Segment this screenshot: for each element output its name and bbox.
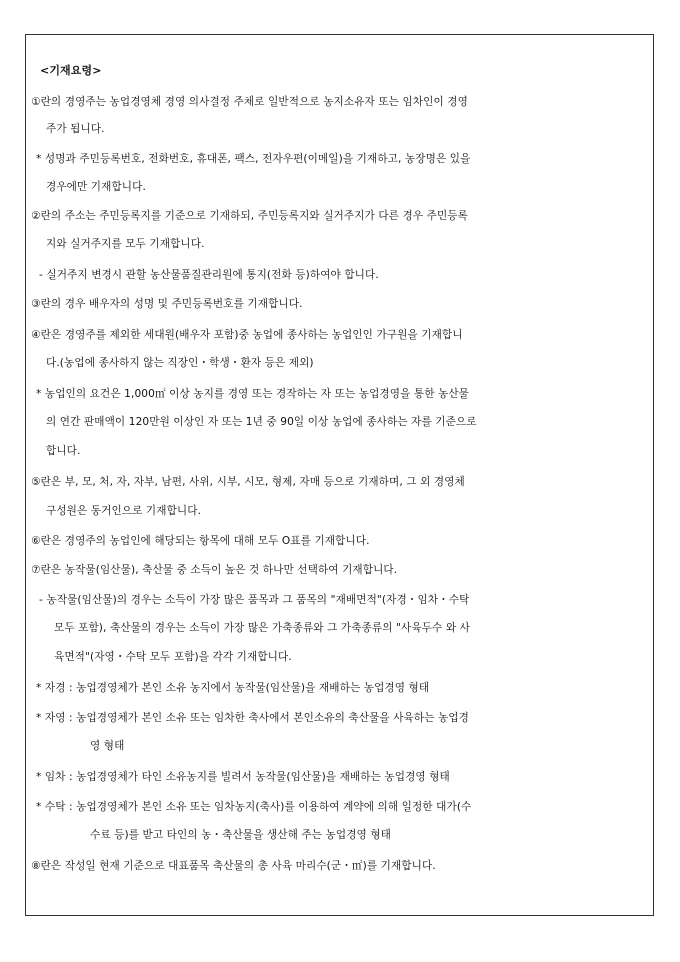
instruction-line: 영 형태: [90, 740, 125, 752]
instruction-line: ①란의 경영주는 농업경영체 경영 의사결정 주체로 일반적으로 농지소유자 또는 임차인이 경영: [31, 96, 468, 108]
instruction-line: 주가 됩니다.: [46, 123, 105, 135]
instruction-line: 다.(농업에 종사하지 않는 직장인・학생・환자 등은 제외): [46, 357, 314, 369]
instruction-line: * 농업인의 요건은 1,000㎡ 이상 농지를 경영 또는 경작하는 자 또는 농업경영을 통한 농산물: [36, 388, 469, 400]
instruction-line: 구성원은 동거인으로 기재합니다.: [46, 505, 202, 517]
instruction-line: * 성명과 주민등록번호, 전화번호, 휴대폰, 팩스, 전자우편(이메일)을 기재하고, 농장명은 있을: [36, 153, 471, 165]
instruction-line: 합니다.: [46, 445, 81, 457]
instruction-line: * 자경 : 농업경영체가 본인 소유 농지에서 농작물(임산물)을 재배하는 농업경영 형태: [36, 682, 430, 694]
instruction-line: * 자영 : 농업경영체가 본인 소유 또는 임차한 축사에서 본인소유의 축산물을 사육하는 농업경: [36, 712, 470, 724]
instruction-line: 지와 실거주지를 모두 기재합니다.: [46, 238, 205, 250]
instruction-line: ⑤란은 부, 모, 처, 자, 자부, 남편, 사위, 시부, 시모, 형제, 자매 등으로 기재하며, 그 외 경영체: [31, 476, 465, 488]
instruction-line: 모두 포함), 축산물의 경우는 소득이 가장 많은 가축종류와 그 가축종류의 "사육두수 와 사: [54, 622, 470, 634]
instruction-line: * 수탁 : 농업경영체가 본인 소유 또는 임차농지(축사)를 이용하여 계약에 의해 일정한 대가(수: [36, 801, 472, 813]
instruction-line: ②란의 주소는 주민등록지를 기준으로 기재하되, 주민등록지와 실거주지가 다른 경우 주민등록: [31, 210, 468, 222]
instruction-line: - 실거주지 변경시 관할 농산물품질관리원에 통지(전화 등)하여야 합니다.: [39, 269, 379, 281]
instruction-line: ⑦란은 농작물(임산물), 축산물 중 소득이 높은 것 하나만 선택하여 기재합니다.: [31, 564, 398, 576]
instruction-line: ⑥란은 경영주의 농업인에 해당되는 항목에 대해 모두 O표를 기재합니다.: [31, 535, 370, 547]
instruction-line: - 농작물(임산물)의 경우는 소득이 가장 많은 품목과 그 품목의 "재배면적"(자경・임차・수탁: [39, 594, 470, 606]
instruction-line: ⑧란은 작성일 현재 기준으로 대표품목 축산물의 총 사육 마리수(군・㎡)를 기재합니다.: [31, 860, 436, 872]
instruction-line: 육면적"(자영・수탁 모두 포함)을 각각 기재합니다.: [54, 651, 292, 663]
instruction-line: ③란의 경우 배우자의 성명 및 주민등록번호를 기재합니다.: [31, 298, 303, 310]
instruction-line: ④란은 경영주를 제외한 세대원(배우자 포함)중 농업에 종사하는 농업인인 가구원을 기재합니: [31, 329, 463, 341]
instruction-line: 의 연간 판매액이 120만원 이상인 자 또는 1년 중 90일 이상 농업에 종사하는 자를 기준으로: [46, 416, 477, 428]
instruction-line: * 임차 : 농업경영체가 타인 소유농지를 빌려서 농작물(임산물)을 재배하는 농업경영 형태: [36, 771, 450, 783]
section-heading: <기재요령>: [40, 64, 102, 77]
instruction-line: 수료 등)를 받고 타인의 농・축산물을 생산해 주는 농업경영 형태: [90, 829, 392, 841]
instruction-line: 경우에만 기재합니다.: [46, 181, 146, 193]
